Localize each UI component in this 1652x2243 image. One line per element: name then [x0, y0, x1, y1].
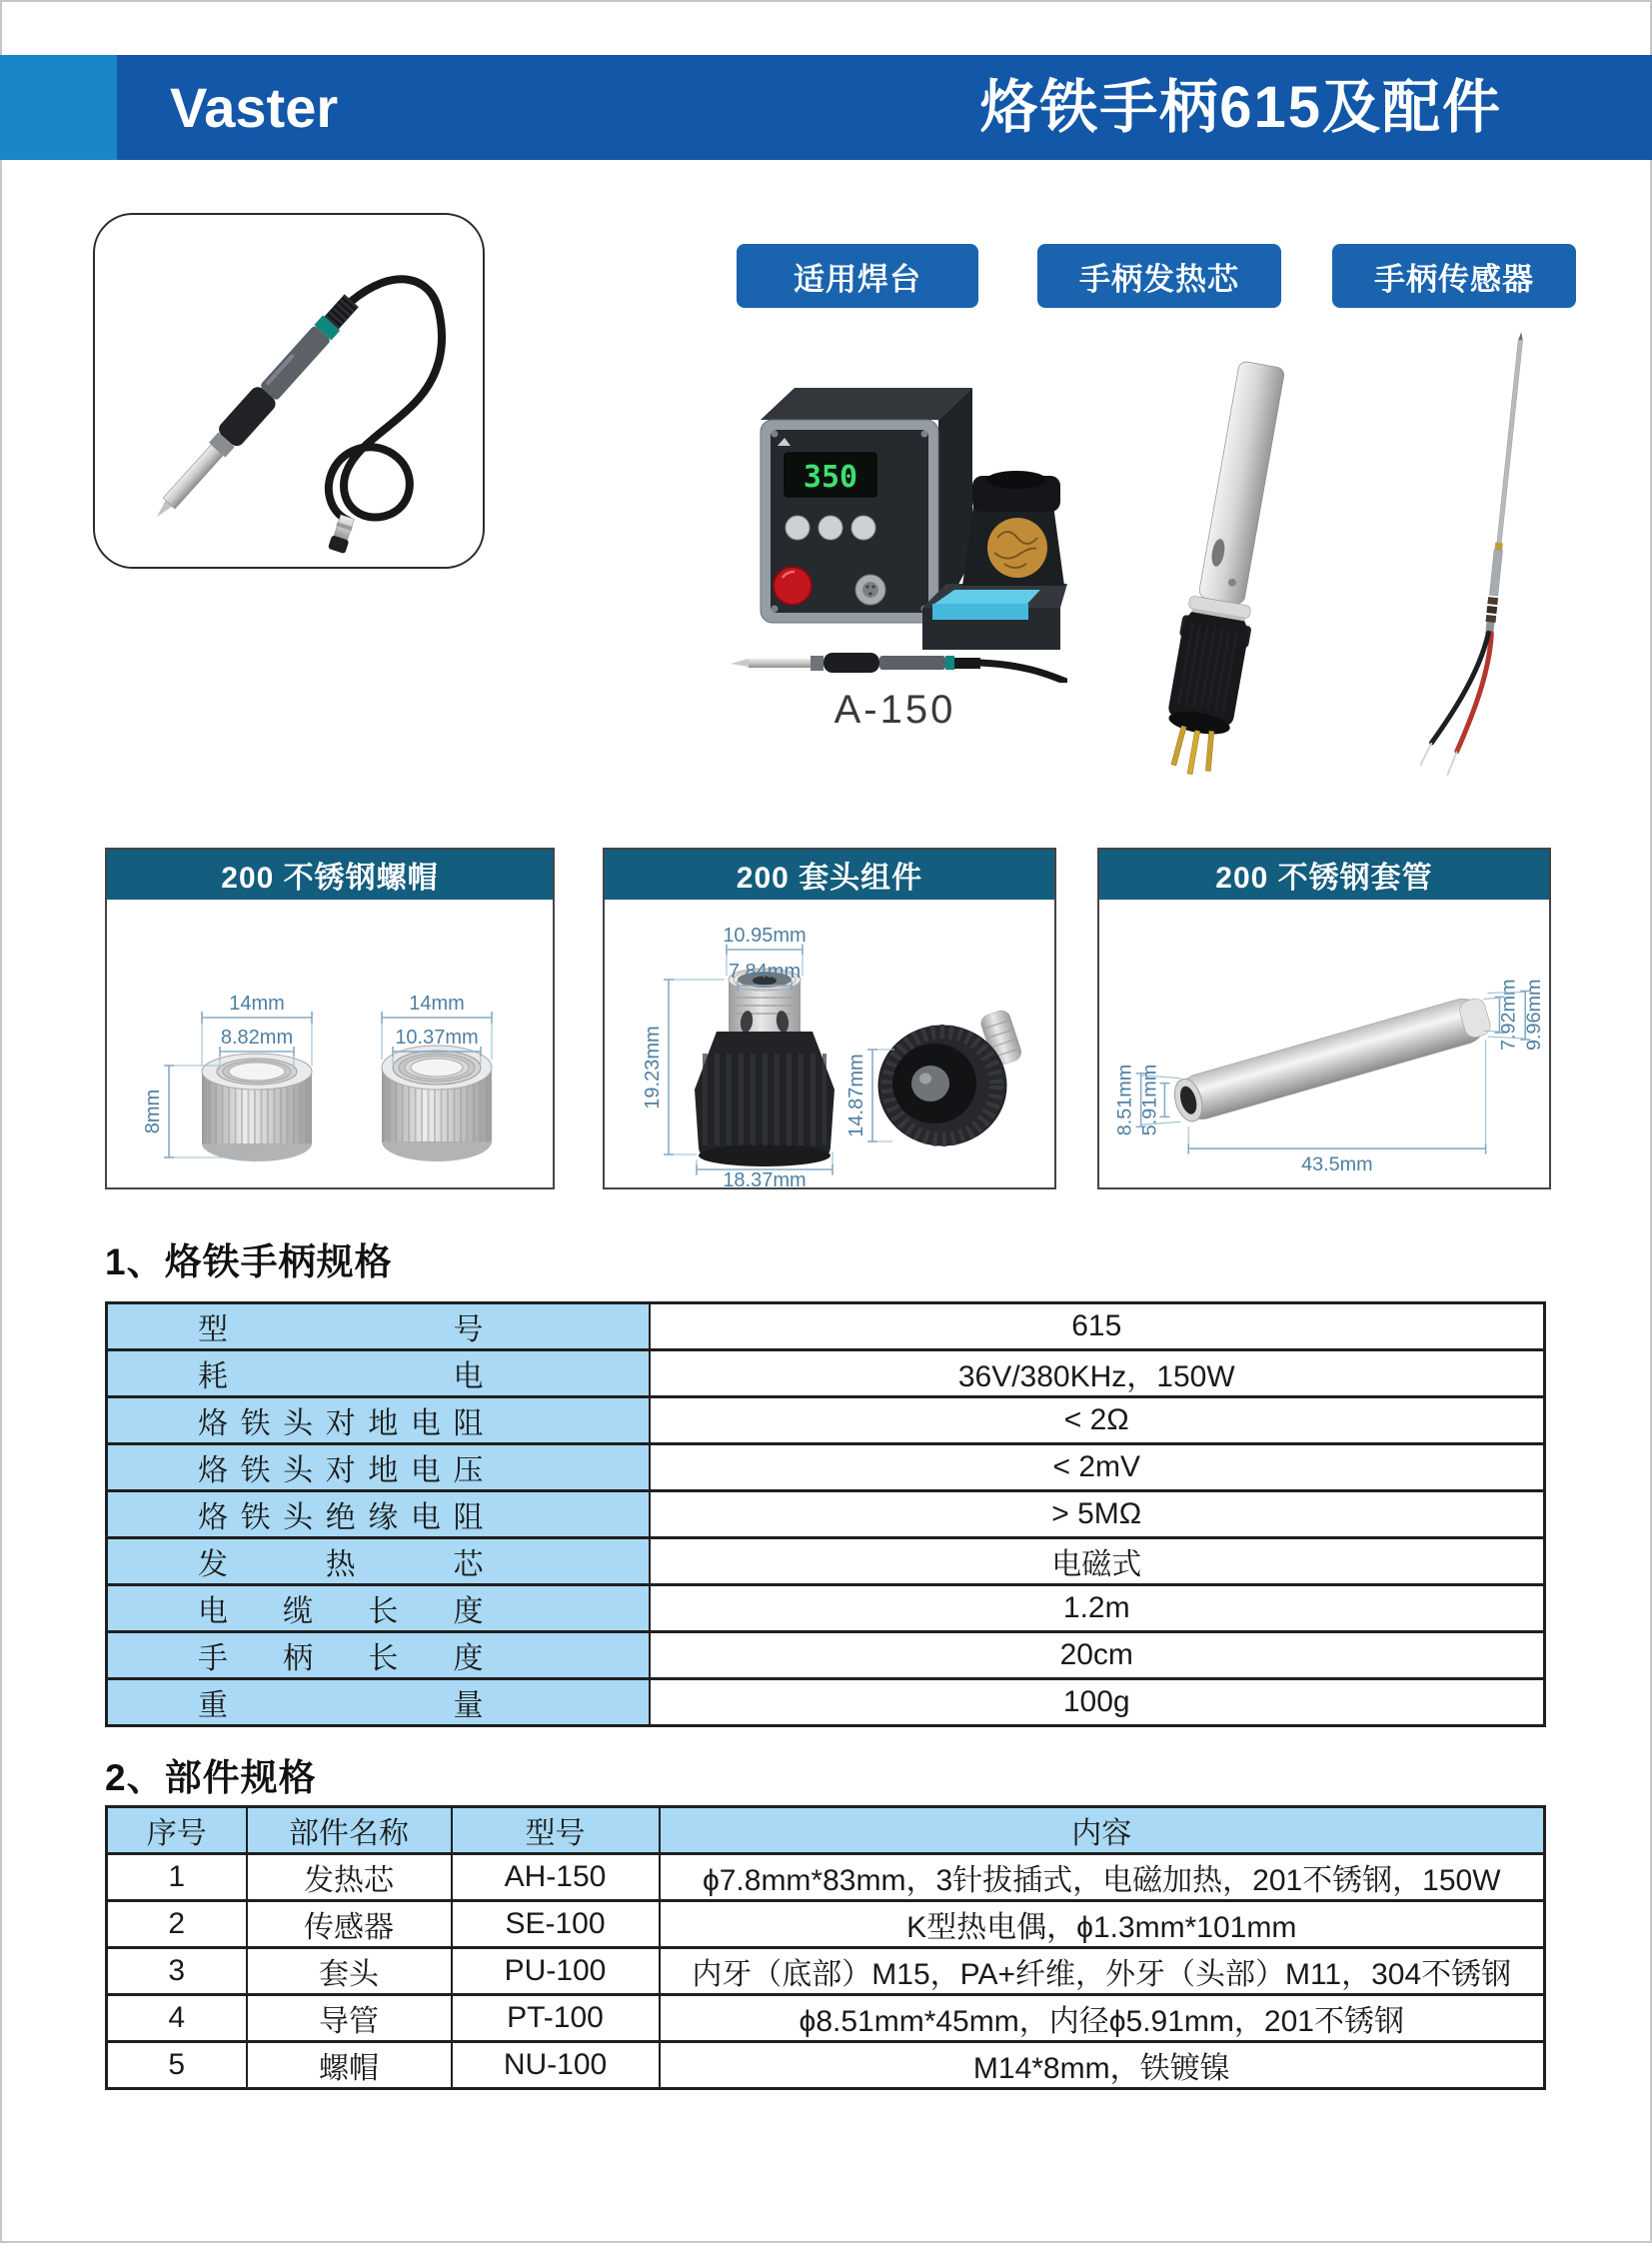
header-accent-block: [0, 55, 117, 160]
part-model: PU-100: [452, 1948, 660, 1995]
station-model-caption: A-150: [833, 688, 956, 732]
part-detail: K型热电偶，ϕ1.3mm*101mm: [660, 1901, 1545, 1948]
nut-drawing: [107, 900, 553, 1187]
spec-label: 烙 铁 头 绝 缘 电 阻: [198, 1501, 484, 1534]
part-model: AH-150: [452, 1854, 660, 1901]
panel-tube-title: 200 不锈钢套管: [1099, 850, 1549, 900]
heater-core-photo: [1104, 350, 1354, 785]
handle-spec-table: [105, 1301, 1546, 1727]
spec-label: 烙 铁 头 对 地 电 阻: [198, 1407, 484, 1440]
spec-value: 电磁式: [650, 1538, 1545, 1585]
table-row: [107, 1901, 1545, 1948]
table-row: [107, 1632, 1545, 1679]
part-name: 发热芯: [247, 1854, 452, 1901]
dim-right-outer: 14mm: [409, 993, 465, 1015]
spec-label: 耗 电: [198, 1360, 484, 1393]
spec-value: < 2Ω: [650, 1397, 1545, 1444]
part-name: 螺帽: [247, 2042, 452, 2089]
brand-logo: Vaster: [170, 76, 339, 139]
part-index: 4: [107, 1995, 247, 2042]
tag-station-button[interactable]: 适用焊台: [737, 244, 978, 308]
dim-height: 19.23mm: [642, 1026, 664, 1110]
table-row: [107, 1585, 1545, 1632]
part-detail: M14*8mm，铁镀镍: [660, 2042, 1545, 2089]
table-row: [107, 1397, 1545, 1444]
tag-heater-button[interactable]: 手柄发热芯: [1037, 244, 1281, 308]
dim-tube-left-inner: 5.91mm: [1138, 1064, 1161, 1136]
spec-label: 型 号: [198, 1313, 484, 1346]
dim-left-inner: 8.82mm: [220, 1027, 294, 1049]
dim-top-inner: 7.84mm: [728, 961, 802, 983]
dim-left-outer: 14mm: [229, 993, 285, 1015]
part-index: 1: [107, 1854, 247, 1901]
panel-sleeve-title: 200 套头组件: [605, 850, 1054, 900]
panel-tube: [1097, 848, 1551, 1189]
part-detail: 内牙（底部）M15，PA+纤维，外牙（头部）M11，304不锈钢: [660, 1948, 1545, 1995]
spec-label: 烙 铁 头 对 地 电 压: [198, 1454, 484, 1487]
table-row: [107, 1491, 1545, 1538]
soldering-iron-photo: [95, 215, 483, 567]
part-index: 2: [107, 1901, 247, 1948]
station-display: 350: [803, 460, 858, 495]
table-row: [107, 1350, 1545, 1397]
table-row: [107, 1444, 1545, 1491]
table-row: [107, 1995, 1545, 2042]
spec-label: 重 量: [198, 1689, 484, 1722]
spec-section-title: 1、烙铁手柄规格: [105, 1241, 393, 1282]
dim-right-inner: 10.37mm: [395, 1027, 479, 1049]
page-title: 烙铁手柄615及配件: [979, 75, 1502, 140]
sleeve-assembly-drawing: [605, 900, 1054, 1187]
spec-value: < 2mV: [650, 1444, 1545, 1491]
table-row: [107, 1679, 1545, 1726]
parts-table: [105, 1805, 1546, 2090]
dim-right-height: 14.87mm: [845, 1054, 867, 1137]
soldering-station-photo: [723, 368, 1067, 683]
dim-tube-left-outer: 8.51mm: [1113, 1064, 1136, 1136]
brass-wool: [987, 518, 1047, 578]
spec-value: > 5MΩ: [650, 1491, 1545, 1538]
part-model: PT-100: [452, 1995, 660, 2042]
dim-left-height: 8mm: [142, 1089, 164, 1134]
dim-tube-right-outer: 9.96mm: [1523, 979, 1546, 1052]
spec-value: 1.2m: [650, 1585, 1545, 1632]
dim-bottom: 18.37mm: [723, 1169, 807, 1187]
part-index: 3: [107, 1948, 247, 1995]
spec-value: 100g: [650, 1679, 1545, 1726]
spec-value: 615: [650, 1303, 1545, 1350]
col-header: 序号: [107, 1807, 247, 1854]
cable-connector: [328, 514, 356, 554]
part-name: 导管: [247, 1995, 452, 2042]
part-name: 套头: [247, 1948, 452, 1995]
col-header: 内容: [660, 1807, 1545, 1854]
table-row: [107, 1303, 1545, 1350]
part-detail: ϕ7.8mm*83mm，3针拔插式，电磁加热，201不锈钢，150W: [660, 1854, 1545, 1901]
tag-sensor-button[interactable]: 手柄传感器: [1332, 244, 1576, 308]
table-row: [107, 1538, 1545, 1585]
panel-sleeve-assembly: [603, 848, 1056, 1189]
panel-nut-title: 200 不锈钢螺帽: [107, 850, 553, 900]
dim-tube-right-inner: 7.92mm: [1497, 979, 1520, 1052]
col-header: 型号: [452, 1807, 660, 1854]
spec-label: 手 柄 长 度: [198, 1642, 484, 1675]
table-row: [107, 1854, 1545, 1901]
dim-top-outer: 10.95mm: [723, 925, 807, 947]
parts-section-title: 2、部件规格: [105, 1757, 317, 1798]
part-name: 传感器: [247, 1901, 452, 1948]
tube-drawing: [1099, 900, 1549, 1187]
spec-label: 电 缆 长 度: [198, 1595, 484, 1628]
spec-value: 36V/380KHz，150W: [650, 1350, 1545, 1397]
table-row: [107, 2042, 1545, 2089]
handle-photo-frame: [93, 213, 485, 569]
table-row: [107, 1948, 1545, 1995]
header-bar: [0, 55, 1652, 160]
sensor-photo: [1369, 330, 1609, 795]
part-detail: ϕ8.51mm*45mm，内径ϕ5.91mm，201不锈钢: [660, 1995, 1545, 2042]
spec-value: 20cm: [650, 1632, 1545, 1679]
col-header: 部件名称: [247, 1807, 452, 1854]
spec-label: 发 热 芯: [198, 1548, 484, 1581]
panel-nut: [105, 848, 555, 1189]
part-model: SE-100: [452, 1901, 660, 1948]
table-header-row: [107, 1807, 1545, 1854]
dim-tube-length: 43.5mm: [1301, 1152, 1373, 1175]
part-index: 5: [107, 2042, 247, 2089]
part-model: NU-100: [452, 2042, 660, 2089]
